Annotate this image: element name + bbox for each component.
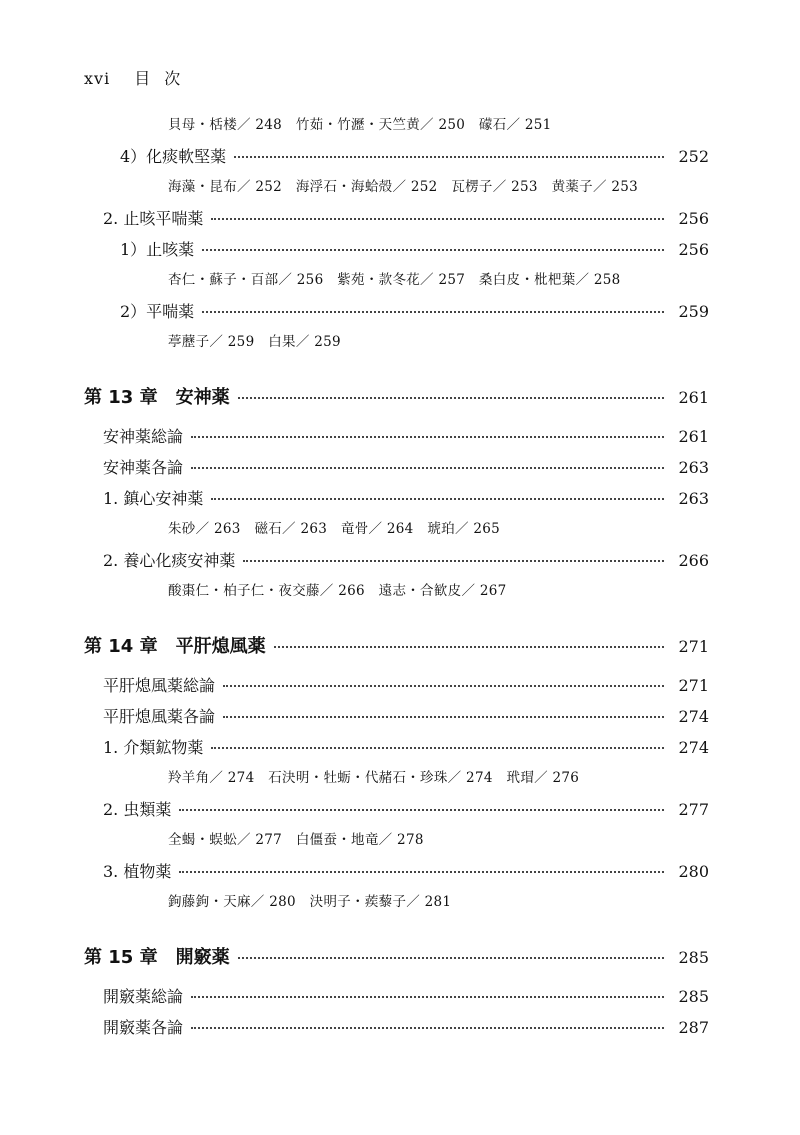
toc-entry[interactable]: [103, 1015, 709, 1038]
toc-entry-page: 287: [678, 1018, 709, 1037]
toc-entry-page: 259: [678, 302, 709, 321]
toc-items: 杏仁・蘇子・百部／ 256 紫苑・款冬花／ 257 桑白皮・枇杷葉／ 258: [168, 272, 621, 288]
chapter-title: 平肝熄風薬: [175, 636, 266, 657]
toc-items: 鉤藤鉤・天麻／ 280 決明子・蒺藜子／ 281: [168, 894, 452, 910]
toc-entry[interactable]: [103, 673, 709, 696]
toc-items: 海藻・昆布／ 252 海浮石・海蛤殻／ 252 瓦楞子／ 253 黄薬子／ 253: [168, 179, 639, 195]
toc-entry-label: 1）止咳薬: [120, 240, 195, 259]
toc-entry-label: 2）平喘薬: [120, 302, 195, 321]
toc-chapter[interactable]: [84, 632, 709, 658]
leader-dots: [234, 156, 664, 158]
chapter-title: 開竅薬: [175, 947, 230, 968]
page-number-roman: xvi: [84, 69, 111, 88]
toc-entry-page: 256: [678, 240, 709, 259]
toc-entry[interactable]: [103, 424, 709, 447]
toc-entry-label: 平肝熄風薬各論: [103, 707, 216, 726]
leader-dots: [202, 311, 664, 313]
leader-dots: [211, 747, 664, 749]
leader-dots: [238, 397, 665, 399]
leader-dots: [211, 498, 664, 500]
toc-entry[interactable]: [103, 704, 709, 727]
toc-entry-page: 256: [678, 209, 709, 228]
toc-items: 朱砂／ 263 磁石／ 263 竜骨／ 264 琥珀／ 265: [168, 521, 501, 537]
toc-entry-label: 1. 鎮心安神薬: [103, 489, 204, 508]
leader-dots: [238, 957, 665, 959]
toc-entry-page: 277: [678, 800, 709, 819]
toc-entry[interactable]: [120, 237, 709, 260]
leader-dots: [223, 716, 664, 718]
toc-entry-label: 開竅薬総論: [103, 987, 184, 1006]
toc-entry-page: 261: [678, 427, 709, 446]
leader-dots: [223, 685, 664, 687]
toc-entry-label: 3. 植物薬: [103, 862, 172, 881]
toc-entry[interactable]: [103, 797, 709, 820]
toc-items: 葶藶子／ 259 白果／ 259: [168, 334, 341, 350]
leader-dots: [179, 809, 664, 811]
toc-entry-label: 1. 介類鉱物薬: [103, 738, 204, 757]
toc-entry-label: 平肝熄風薬総論: [103, 676, 216, 695]
chapter-number: 第 13 章: [84, 387, 158, 408]
toc-entry[interactable]: [103, 859, 709, 882]
leader-dots: [191, 467, 664, 469]
toc-items: 羚羊角／ 274 石決明・牡蛎・代赭石・珍珠／ 274 玳瑁／ 276: [168, 770, 580, 786]
toc-entry[interactable]: [103, 984, 709, 1007]
toc-entry-page: 274: [678, 707, 709, 726]
toc-entry-page: 274: [678, 738, 709, 757]
leader-dots: [243, 560, 664, 562]
toc-items: 全蝎・蜈蚣／ 277 白僵蚕・地竜／ 278: [168, 832, 424, 848]
toc-entry-page: 252: [678, 147, 709, 166]
page-header: [84, 66, 194, 89]
chapter-number: 第 14 章: [84, 636, 158, 657]
toc-entry-page: 280: [678, 862, 709, 881]
toc-entry-label: 2. 養心化痰安神薬: [103, 551, 236, 570]
toc-entry[interactable]: [103, 206, 709, 229]
toc-entry-label: 2. 虫類薬: [103, 800, 172, 819]
toc-entry[interactable]: [103, 486, 709, 509]
leader-dots: [211, 218, 664, 220]
toc-entry-label: 2. 止咳平喘薬: [103, 209, 204, 228]
toc-entry-label: 4）化痰軟堅薬: [120, 147, 227, 166]
toc-entry-label: 開竅薬各論: [103, 1018, 184, 1037]
toc-entry-label: 安神薬総論: [103, 427, 184, 446]
chapter-number: 第 15 章: [84, 947, 158, 968]
toc-entry-page: 271: [678, 676, 709, 695]
toc-entry[interactable]: [103, 548, 709, 571]
chapter-title: 安神薬: [175, 387, 230, 408]
leader-dots: [191, 996, 664, 998]
toc-chapter[interactable]: [84, 383, 709, 409]
page-header-title: 目次: [134, 69, 195, 88]
toc-entry-page: 285: [678, 948, 709, 967]
toc-entry-page: 266: [678, 551, 709, 570]
toc-entry[interactable]: [103, 735, 709, 758]
leader-dots: [191, 436, 664, 438]
leader-dots: [179, 871, 664, 873]
toc-entry-page: 263: [678, 489, 709, 508]
leader-dots: [191, 1027, 664, 1029]
toc-entry-page: 263: [678, 458, 709, 477]
toc-chapter[interactable]: [84, 943, 709, 969]
toc-entry[interactable]: [120, 144, 709, 167]
toc-entry[interactable]: [103, 455, 709, 478]
toc-entry[interactable]: [120, 299, 709, 322]
toc-entry-page: 271: [678, 637, 709, 656]
toc-entry-page: 261: [678, 388, 709, 407]
leader-dots: [274, 646, 665, 648]
toc-entry-page: 285: [678, 987, 709, 1006]
leader-dots: [202, 249, 664, 251]
toc-items: 酸棗仁・柏子仁・夜交藤／ 266 遠志・合歓皮／ 267: [168, 583, 507, 599]
toc-items: 貝母・栝楼／ 248 竹茹・竹瀝・天竺黄／ 250 礞石／ 251: [168, 117, 552, 133]
toc-entry-label: 安神薬各論: [103, 458, 184, 477]
